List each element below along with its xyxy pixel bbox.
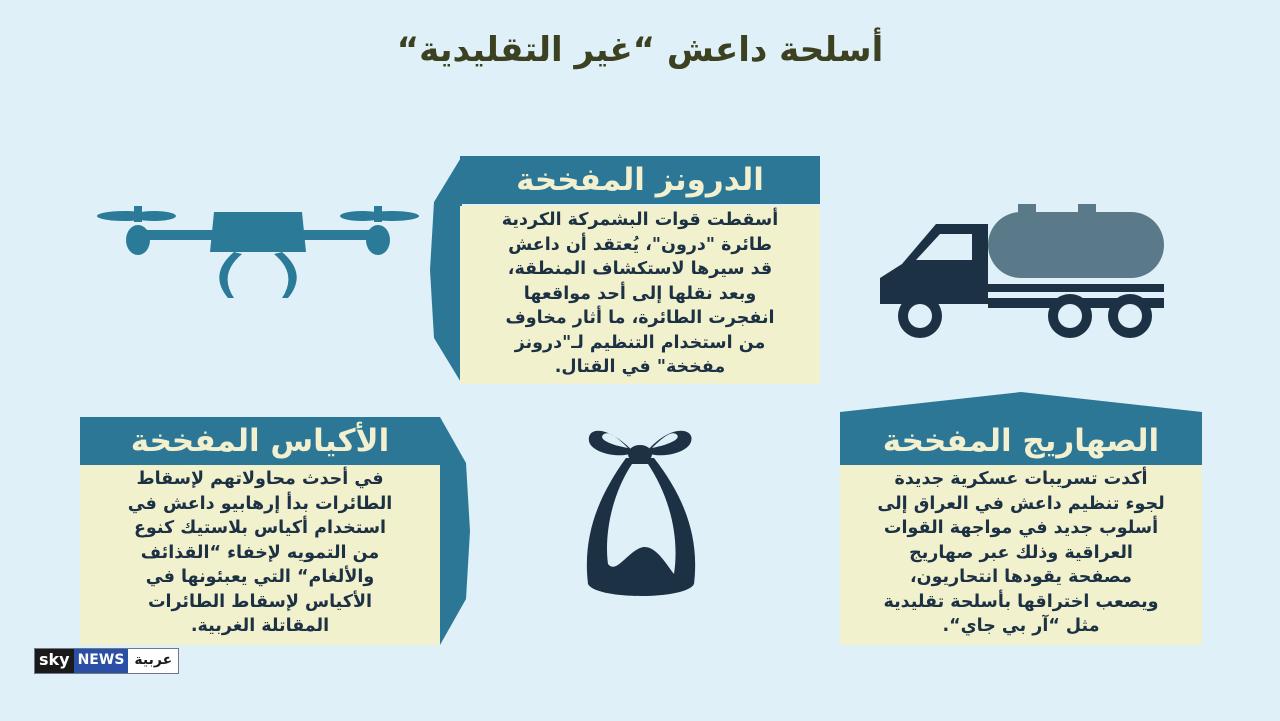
drones-line: من استخدام التنظيم لـ"درونز [514,332,766,353]
tankers-line: أسلوب جديد في مواجهة القوات [883,518,1159,538]
drones-arrow [430,156,462,384]
drone-icon [96,200,420,304]
bags-text [80,465,440,645]
bags-heading: الأكياس المفخخة [80,417,440,465]
tankers-line: أكدت تسريبات عسكرية جديدة [894,469,1148,489]
bags-line: الطائرات بدأ إرهابيو داعش في [127,493,393,514]
tankers-line: لجوء تنظيم داعش في العراق إلى [877,493,1165,514]
drones-line: طائرة "درون"، يُعتقد أن داعش [508,234,772,255]
tankers-line: ويصعب اختراقها بأسلحة تقليدية [883,591,1159,612]
drones-heading: الدرونز المفخخة [460,156,820,204]
tankers-line: مصفحة يقودها انتحاريون، [909,567,1132,587]
tankers-arrow [840,392,1202,418]
drones-line: وبعد نقلها إلى أحد مواقعها [523,283,757,304]
bags-line: الأكياس لإسقاط الطائرات [147,591,373,612]
tankers-text [840,465,1202,645]
plastic-bag-icon [582,414,700,604]
page-title: أسلحة داعش “غير التقليدية“ [396,30,884,70]
tanker-truck-icon [880,202,1164,340]
tankers-line: العراقية وذلك عبر صهاريج [909,542,1133,563]
bags-line: في أحدث محاولاتهم لإسقاط [136,469,384,489]
bags-line: من التمويه لإخفاء “القذائف [140,542,380,563]
drones-line: انفجرت الطائرة، ما أثار مخاوف [505,308,775,328]
logo-sky: sky [35,649,74,673]
sky-news-arabia-logo [34,648,179,674]
drones-line: أسقطت قوات البشمركة الكردية [501,210,779,230]
drones-line: قد سيرها لاستكشاف المنطقة، [507,259,773,279]
bags-line: والألغام“ التي يعبئونها في [145,567,375,587]
tankers-line: مثل “آر بي جاي“. [942,616,1100,636]
logo-news: NEWS [74,649,129,673]
bags-line: المقاتلة الغربية. [190,616,330,636]
drones-line: مفخخة" في القتال. [554,357,726,377]
bags-arrow [440,417,470,645]
bags-line: استخدام أكياس بلاستيك كنوع [133,518,387,538]
tankers-heading: الصهاريج المفخخة [840,417,1202,465]
drones-text [460,206,820,384]
logo-arabic: عربية [128,649,178,673]
